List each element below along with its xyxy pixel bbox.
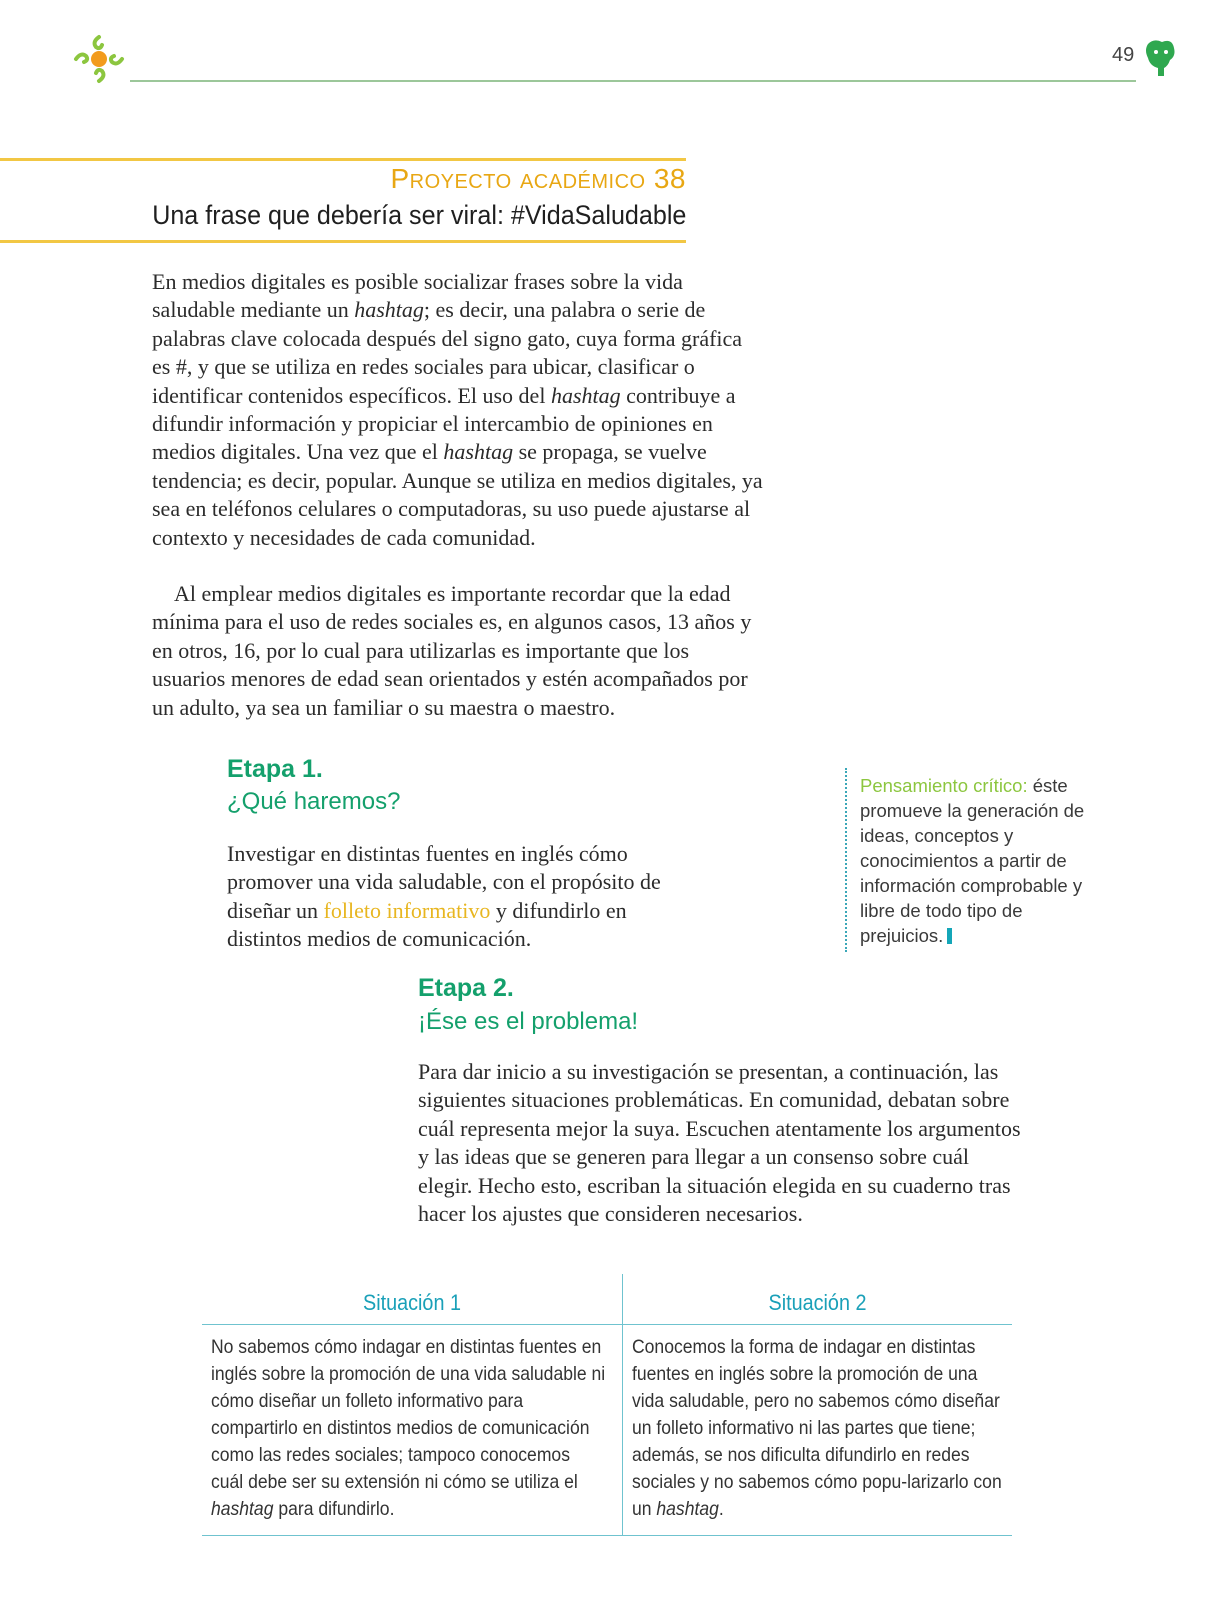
table-header-rule <box>202 1324 1012 1325</box>
flower-logo-icon <box>72 34 126 84</box>
stage1-text: Investigar en distintas fuentes en inglés cómo promover una vida saludable, con el propósito de diseñar un folleto informativo y difundirlo en distintos medios de comunicación. <box>227 841 661 952</box>
stage2-subtitle: ¡Ése es el problema! <box>418 1008 639 1035</box>
sidebar-term: Pensamiento crítico: <box>860 775 1028 796</box>
green-figure-icon <box>1142 38 1178 78</box>
title-rule-top <box>0 158 686 161</box>
project-title: Una frase que debería ser viral: #VidaSaludable <box>151 200 686 230</box>
stage1-subtitle: ¿Qué haremos? <box>227 788 401 815</box>
table-header-situacion-2: Situación 2 <box>768 1290 867 1315</box>
table-column-divider <box>622 1274 623 1536</box>
stage2-heading: Etapa 2. <box>418 974 514 1002</box>
project-label: Proyecto académico 38 <box>390 163 686 194</box>
intro-paragraph-2: Al emplear medios digitales es importante recordar que la edad mínima para el uso de redes sociales es, en algunos casos, 13 años y en otros, 16, por lo cual para utilizarlas es importante que los usuarios menores de edad sean orientados y estén acompañados por un adulto, ya sea un familiar o su maestra o maestro. <box>152 581 752 720</box>
sidebar-rule <box>845 768 847 952</box>
highlight-term: folleto informativo <box>323 897 491 923</box>
table-cell-situacion-1: No sabemos cómo indagar en distintas fuentes en inglés sobre la promoción de una vida saludable ni cómo diseñar un folleto informativo para compartirlo en distintos medios de comunicación como las redes sociales; tampoco conocemos cuál debe ser su extensión ni cómo se utiliza el hashtag para difundirlo. <box>211 1336 606 1520</box>
page-number: 49 <box>1112 44 1135 66</box>
sidebar-note: Pensamiento crítico: éste promueve la generación de ideas, conceptos y conocimientos a partir de información comprobable y libre de todo tipo de prejuicios. <box>860 775 1085 946</box>
stage1-heading: Etapa 1. <box>227 755 323 783</box>
intro-paragraph-1: En medios digitales es posible socializar frases sobre la vida saludable mediante un hashtag; es decir, una palabra o serie de palabras clave colocada después del signo gato, cuya forma gráfica es #, y que se utiliza en redes sociales para ubicar, clasificar o identificar contenidos específicos. El uso del hashtag contribuye a difundir información y propiciar el intercambio de opiniones en medios digitales. Una vez que el hashtag se propaga, se vuelve tendencia; es decir, popular. Aunque se utiliza en medios digitales, ya sea en teléfonos celulares o computadoras, su uso puede ajustarse al contexto y necesidades de cada comunidad. <box>152 269 763 550</box>
table-header-situacion-1: Situación 1 <box>363 1290 461 1315</box>
table-cell-situacion-2: Conocemos la forma de indagar en distintas fuentes en inglés sobre la promoción de una vida saludable, pero no sabemos cómo diseñar un folleto informativo ni las partes que tiene; además, se nos dificulta difundirlo en redes sociales y no sabemos cómo popu-larizarlo con un hashtag. <box>632 1336 1002 1520</box>
table-bottom-rule <box>202 1535 1012 1536</box>
end-marker <box>947 928 952 944</box>
title-rule-bottom <box>0 240 686 243</box>
stage2-text: Para dar inicio a su investigación se presentan, a continuación, las siguientes situaciones problemáticas. En comunidad, debatan sobre cuál representa mejor la suya. Escuchen atentamente los argumentos y las ideas que se generen para llegar a un consenso sobre cuál elegir. Hecho esto, escriban la situación elegida en su cuaderno tras hacer los ajustes que consideren necesarios. <box>418 1059 1021 1227</box>
header-rule <box>130 80 1136 82</box>
